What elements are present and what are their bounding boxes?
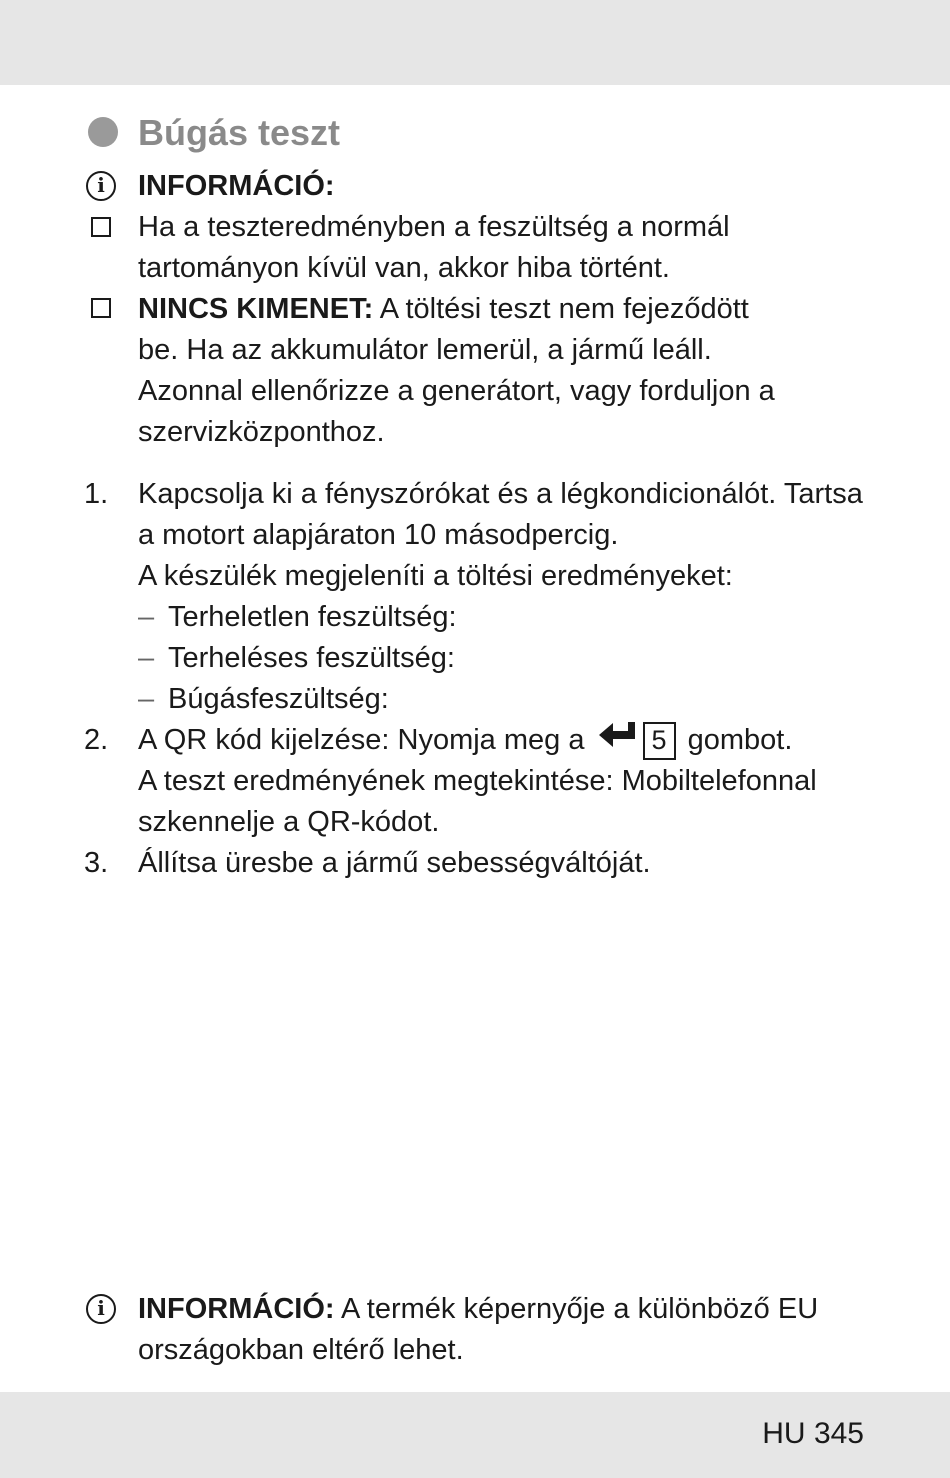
check2-line3: Azonnal ellenőrizze a generátort, vagy forduljon a bbox=[138, 375, 775, 407]
page-number: 345 bbox=[813, 1417, 864, 1450]
check2-line2: be. Ha az akkumulátor lemerül, a jármű leáll. bbox=[138, 334, 712, 366]
sub-item: Búgásfeszültség: bbox=[168, 683, 389, 715]
sub-item: Terheléses feszültség: bbox=[168, 642, 455, 674]
language-code: HU bbox=[762, 1417, 806, 1450]
info-circle-icon: i bbox=[86, 171, 116, 201]
dash-bullet: – bbox=[138, 601, 155, 633]
step2-line1 bbox=[138, 720, 792, 762]
checkbox-icon bbox=[91, 217, 111, 237]
no-output-label: NINCS KIMENET: bbox=[138, 293, 374, 325]
info-bottom-line1 bbox=[138, 1289, 818, 1330]
step1-line1: Kapcsolja ki a fényszórókat és a légkondicionálót. Tartsa bbox=[138, 478, 863, 510]
top-band bbox=[0, 0, 950, 85]
check2-line1-text: A töltési teszt nem fejeződött bbox=[373, 293, 749, 325]
check1-line2: tartományon kívül van, akkor hiba történt. bbox=[138, 252, 670, 284]
check1-line1: Ha a teszteredményben a feszültség a normál bbox=[138, 211, 730, 243]
sub-item: Terheletlen feszültség: bbox=[168, 601, 457, 633]
check2-line4: szervizközponthoz. bbox=[138, 416, 385, 448]
step-number: 3. bbox=[84, 847, 109, 879]
step2-text-after: gombot. bbox=[687, 724, 793, 756]
step1-line2: a motort alapjáraton 10 másodpercig. bbox=[138, 519, 619, 551]
key-number-box: 5 bbox=[643, 722, 676, 760]
info-circle-icon: i bbox=[86, 1294, 116, 1324]
step3-line1: Állítsa üresbe a jármű sebességváltóját. bbox=[138, 847, 651, 879]
step2-line3: szkennelje a QR-kódot. bbox=[138, 806, 440, 838]
dash-bullet: – bbox=[138, 642, 155, 674]
dash-bullet: – bbox=[138, 683, 155, 715]
info-bottom-line2: országokban eltérő lehet. bbox=[138, 1334, 464, 1366]
info-label: INFORMÁCIÓ: bbox=[138, 1293, 335, 1325]
checkbox-icon bbox=[91, 298, 111, 318]
info-bottom-text: A termék képernyője a különböző EU bbox=[334, 1293, 819, 1325]
check2-line1 bbox=[138, 289, 749, 330]
step-number: 1. bbox=[84, 478, 109, 510]
section-title: Búgás teszt bbox=[138, 112, 341, 153]
step2-line2: A teszt eredményének megtekintése: Mobiltelefonnal bbox=[138, 765, 817, 797]
enter-arrow-icon bbox=[597, 720, 637, 762]
info-label: INFORMÁCIÓ: bbox=[138, 170, 335, 202]
step-number: 2. bbox=[84, 724, 109, 756]
page-footer bbox=[762, 1414, 864, 1454]
step1-line3: A készülék megjeleníti a töltési eredményeket: bbox=[138, 560, 733, 592]
step2-text-before: A QR kód kijelzése: Nyomja meg a bbox=[138, 724, 585, 756]
bullet-dot-icon bbox=[88, 117, 118, 147]
